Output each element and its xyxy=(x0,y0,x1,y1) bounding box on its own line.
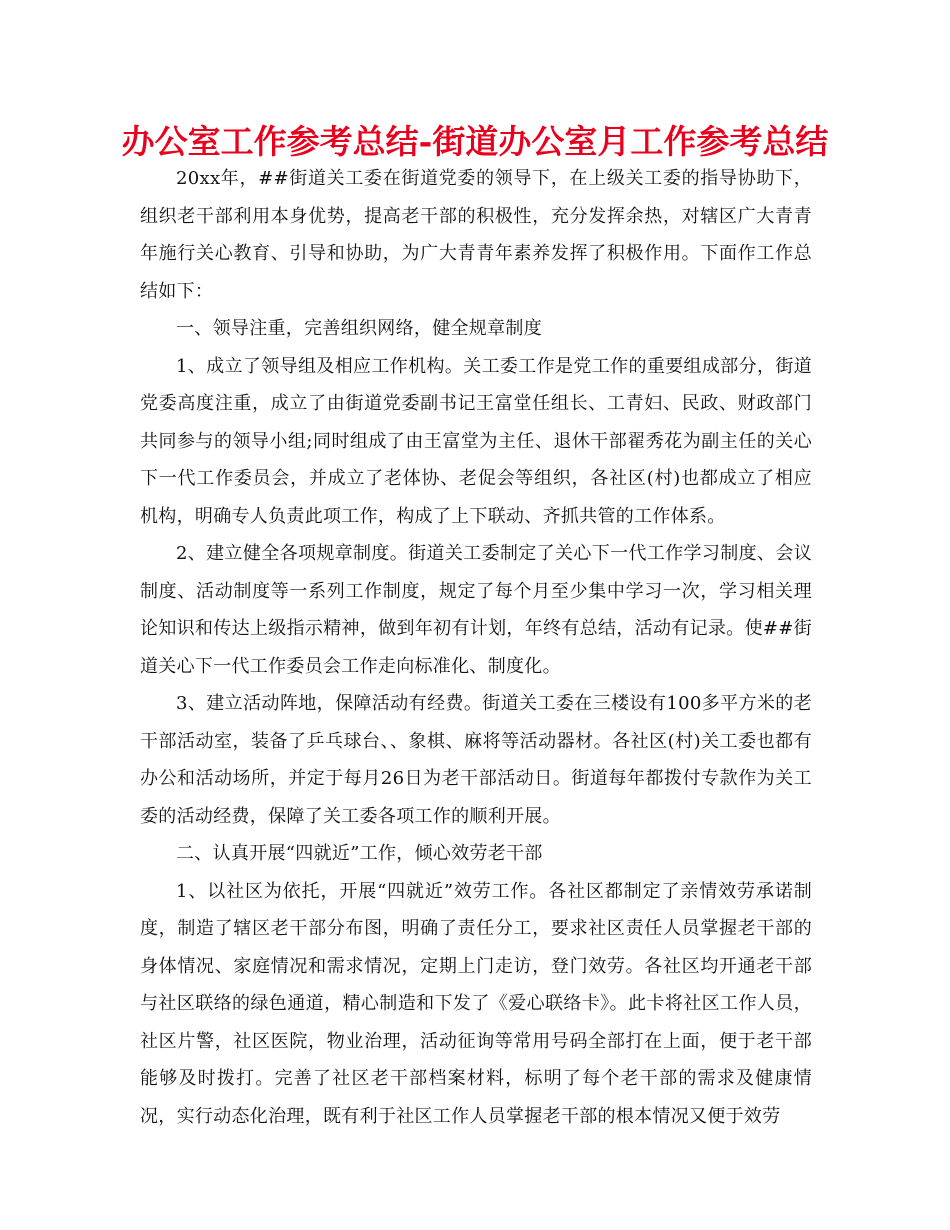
paragraph: 3、建立活动阵地，保障活动有经费。街道关工委在三楼设有100多平方米的老干部活动室，装备了乒乓球台、、象棋、麻将等活动器材。各社区(村)关工委也都有办公和活动场所，并定于每月26日为老干部活动日。街道每年都拨付专款作为关工委的活动经费，保障了关工委各项工作的顺利开展。 xyxy=(140,693,812,827)
document-body xyxy=(140,160,812,1135)
paragraph: 1、以社区为依托，开展“四就近”效劳工作。各社区都制定了亲情效劳承诺制度，制造了辖区老干部分布图，明确了责任分工，要求社区责任人员掌握老干部的身体情况、家庭情况和需求情况，定期上门走访，登门效劳。各社区均开通老干部与社区联络的绿色通道，精心制造和下发了《爱心联络卡》。此卡将社区工作人员，社区片警，社区医院，物业治理，活动征询等常用号码全部打在上面，便于老干部能够及时拨打。完善了社区老干部档案材料，标明了每个老干部的需求及健康情况，实行动态化治理，既有利于社区工作人员掌握老干部的根本情况又便于效劳 xyxy=(140,880,812,1127)
section-heading: 二、认真开展“四就近”工作，倾心效劳老干部 xyxy=(176,843,543,864)
section-heading: 一、领导注重，完善组织网络，健全规章制度 xyxy=(176,318,542,339)
document-title: 办公室工作参考总结-街道办公室月工作参考总结 xyxy=(121,122,829,161)
paragraph: 1、成立了领导组及相应工作机构。关工委工作是党工作的重要组成部分，街道党委高度注重，成立了由街道党委副书记王富堂任组长、工青妇、民政、财政部门共同参与的领导小组;同时组成了由王富堂为主任、退休干部翟秀花为副主任的关心下一代工作委员会，并成立了老体协、老促会等组织，各社区(村)也都成立了相应机构，明确专人负责此项工作，构成了上下联动、齐抓共管的工作体系。 xyxy=(140,355,812,527)
paragraph: 20xx年，##街道关工委在街道党委的领导下，在上级关工委的指导协助下，组织老干部利用本身优势，提高老干部的积极性，充分发挥余热，对辖区广大青青年施行关心教育、引导和协助，为广大青青年素养发挥了积极作用。下面作工作总结如下： xyxy=(140,168,812,302)
paragraph: 2、建立健全各项规章制度。街道关工委制定了关心下一代工作学习制度、会议制度、活动制度等一系列工作制度，规定了每个月至少集中学习一次，学习相关理论知识和传达上级指示精神，做到年初有计划，年终有总结，活动有记录。使##街道关心下一代工作委员会工作走向标准化、制度化。 xyxy=(140,543,812,677)
